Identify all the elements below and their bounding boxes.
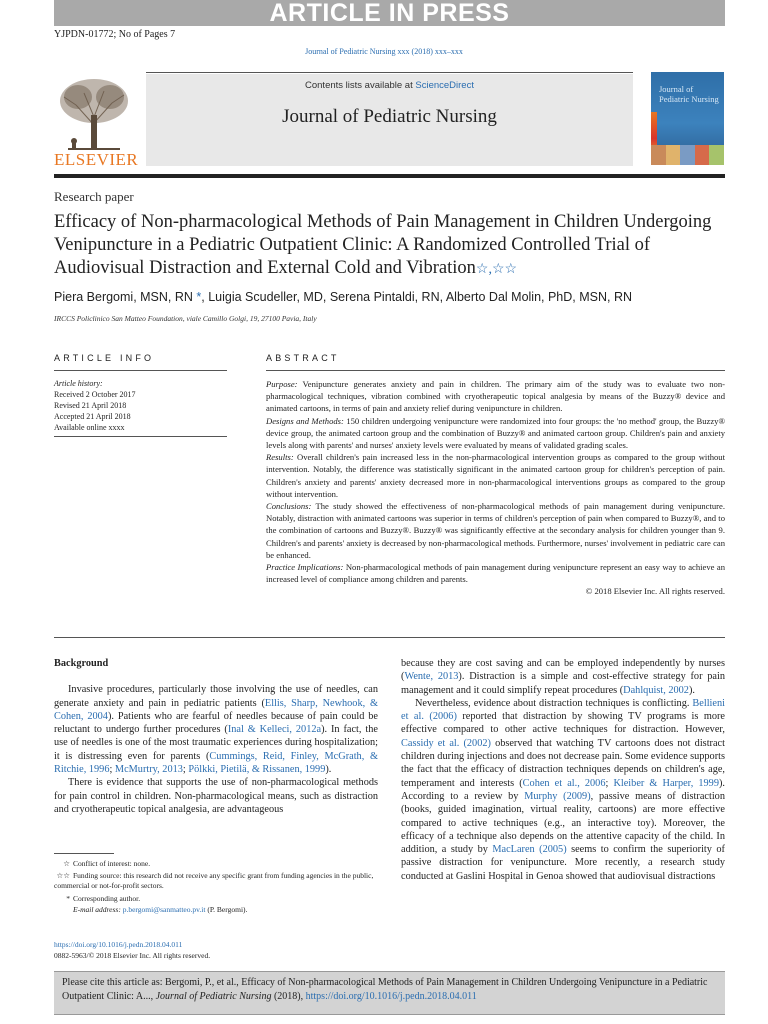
affiliation: IRCCS Policlinico San Matteo Foundation, viale Camillo Golgi, 19, 27100 Pavia, Italy	[54, 314, 317, 323]
ref-cassidy-2002[interactable]: Cassidy et al. (2002)	[401, 737, 491, 749]
r2-text-b: reported that distraction by showing TV programs is more effective compared to other active techniques for distraction. However,	[401, 711, 725, 736]
paragraph-3	[401, 657, 725, 697]
ref-polkki-1999[interactable]: Pölkki, Pietilä, & Rissanen, 1999	[188, 764, 326, 776]
author-list	[54, 290, 725, 304]
elsevier-wordmark: ELSEVIER	[54, 150, 139, 169]
footnote-funding	[54, 871, 384, 891]
journal-reference-link[interactable]: Journal of Pediatric Nursing xxx (2018) xxx–xxx	[305, 47, 463, 56]
header-thick-rule	[54, 174, 725, 178]
ref-kleiber-1999[interactable]: Kleiber & Harper, 1999	[613, 777, 719, 789]
footnote-email	[54, 905, 384, 915]
footnote-2-symbol: ☆☆	[56, 871, 70, 880]
background-heading: Background	[54, 658, 109, 669]
cite-prefix: Please cite this article as: Bergomi, P., et al., Efficacy of Non-pharmacological Methods of Pain Management in Children Undergoing Venipuncture in a Pediatric Outpatient Clinic: A...,	[62, 977, 708, 1002]
header-top-rule	[146, 72, 633, 73]
footnote-2-text: Funding source: this research did not receive any specific grant from funding agencies in the public, commercial or not-for-profit sectors.	[54, 871, 374, 890]
r2-text-f: , passive means of distraction (books, guided imagination, virtual reality, cartoons) are more effective compared to active techniques (e.g., an interactive toy). Moreover, the efficacy of a technique also depends on the attentive capacity of the child. In addition, a study by	[401, 790, 725, 856]
p1-text-f: ).	[325, 764, 332, 776]
r1-text-c: ).	[688, 684, 695, 696]
cite-year: (2018),	[271, 991, 306, 1002]
ref-bellieni-2006[interactable]: Bellieni et al. (2006)	[401, 697, 725, 723]
contents-line	[146, 80, 633, 91]
article-info-heading: ARTICLE INFO	[54, 353, 155, 363]
ref-mcmurtry-2013[interactable]: McMurtry, 2013	[114, 764, 183, 776]
issn-copyright: 0882-5963/© 2018 Elsevier Inc. All rights reserved.	[54, 951, 211, 960]
results-text: Overall children's pain increased less in the non-pharmacological intervention groups as compared to the group without intervention. Notably, the difference was statistically significant in the animated cartoon group for children's perception of pain. Children's anxiety and parents' anxiety decreased more in non-pharmacological interventions groups as compared to the group without intervention.	[266, 452, 725, 499]
title-footnote-marks[interactable]: ☆,☆☆	[475, 262, 518, 277]
history-label: Article history:	[54, 379, 103, 388]
article-info-rule	[54, 370, 227, 371]
paragraph-1	[54, 683, 378, 776]
article-history-rule	[54, 436, 227, 437]
footnote-3-text: Corresponding author.	[73, 894, 141, 903]
email-link[interactable]: p.bergomi@sanmatteo.pv.it	[122, 905, 206, 914]
ref-ellis-2004[interactable]: Ellis, Sharp, Newhook, & Cohen, 2004	[54, 697, 378, 722]
abstract-implications	[266, 561, 725, 585]
conclusions-label: Conclusions:	[266, 501, 312, 512]
p1-text-b: ). Patients who are fearful of needles because of pain could be reluctant to undergo further procedures (	[54, 710, 378, 736]
accepted-date: Accepted 21 April 2018	[54, 412, 131, 421]
p1-text-d: ;	[109, 764, 115, 776]
doi-link[interactable]: https://doi.org/10.1016/j.pedn.2018.04.011	[54, 940, 183, 949]
footnote-1-text: Conflict of interest: none.	[73, 859, 151, 868]
ref-murphy-2009[interactable]: Murphy (2009)	[524, 790, 591, 802]
abstract-conclusions	[266, 500, 725, 561]
article-history	[54, 378, 136, 433]
footnote-1-symbol: ☆	[63, 859, 70, 868]
citation-box	[54, 971, 725, 1015]
r2-text-g: seems to confirm the superiority of passive distraction for venipuncture. More recently, a research study conducted at Gaslini Hospital in Genoa showed that audiovisual distractions	[401, 844, 725, 882]
implications-label: Practice Implications:	[266, 562, 344, 573]
body-right-column	[401, 657, 725, 883]
received-date: Received 2 October 2017	[54, 390, 136, 399]
r2-text-c: observed that watching TV cartoons does not distract children during injections and does not decrease pain. Some evidence supports the fact that the efficacy of distraction techniques depends on children's age, temperament and interests (	[401, 737, 725, 789]
design-label: Designs and Methods:	[266, 415, 344, 426]
abstract-results	[266, 451, 725, 500]
r2-text-a: Nevertheless, evidence about distraction techniques is conflicting.	[415, 697, 693, 709]
footnote-corresponding	[54, 894, 384, 904]
abstract-body	[266, 378, 725, 598]
email-owner: (P. Bergomi).	[205, 905, 248, 914]
r1-text-b: ). Distraction is a simple and cost-effective strategy for pain management and it could simplify repeat procedures (	[401, 671, 725, 696]
journal-title[interactable]: Journal of Pediatric Nursing	[282, 106, 497, 127]
ref-wente-2013[interactable]: Wente, 2013	[404, 671, 459, 683]
r1-text-a: because they are cost saving and can be employed independently by nurses (	[401, 658, 725, 683]
abstract-copyright: © 2018 Elsevier Inc. All rights reserved.	[585, 586, 725, 597]
document-id: YJPDN-01772; No of Pages 7	[54, 29, 176, 40]
results-label: Results:	[266, 452, 294, 463]
ref-inal-2012[interactable]: Inal & Kelleci, 2012a	[227, 724, 322, 736]
footnote-3-symbol: *	[66, 894, 70, 903]
body-left-column	[54, 657, 378, 816]
p1-text-a: Invasive procedures, particularly those involving the use of needles, can generate anxiety and pain in pediatric patients (	[54, 684, 378, 709]
revised-date: Revised 21 April 2018	[54, 401, 127, 410]
purpose-label: Purpose:	[266, 379, 298, 389]
design-text: 150 children undergoing venipuncture were randomized into four groups: the 'no method' group, the Buzzy® device group, the animated cartoon group and the combination of Buzzy® and animated cartoon group. Children's pain and anxiety levels along with parents' and nurses' anxiety levels were evaluated by means of validated grading scales.	[266, 415, 725, 451]
other-authors: , Luigia Scudeller, MD, Serena Pintaldi, RN, Alberto Dal Molin, PhD, MSN, RN	[201, 290, 633, 304]
ref-cohen-2006[interactable]: Cohen et al., 2006	[522, 777, 606, 789]
p1-text-e: ;	[182, 764, 189, 776]
r2-text-d: ;	[605, 777, 614, 789]
article-type: Research paper	[54, 189, 134, 204]
implications-text: Non-pharmacological methods of pain management during venipuncture represent an easy way to achieve an increased level of compliance among children and parents.	[266, 562, 725, 585]
sciencedirect-link[interactable]: ScienceDirect	[415, 80, 474, 91]
conclusions-text: The study showed the effectiveness of non-pharmacological methods of pain management during venipuncture. Notably, distraction with animated cartoons was superior in terms of children's perception of pain when compared to Buzzy®, and to the combination of cartoons and Buzzy®. Buzzy® was significantly effective at the secondary analysis for children younger than 9. Children's and parents' anxiety is decreased by non-pharmacological methods. Furthermore, nurses' involvement in pediatric care can be enhanced.	[266, 501, 725, 560]
ref-maclaren-2005[interactable]: MacLaren (2005)	[492, 844, 567, 856]
online-date: Available online xxxx	[54, 423, 125, 432]
contents-prefix: Contents lists available at	[305, 80, 416, 91]
ref-cummings-1996[interactable]: Cummings, Reid, Finley, McGrath, & Ritchie, 1996	[54, 750, 378, 776]
cite-doi-link[interactable]: https://doi.org/10.1016/j.pedn.2018.04.011	[305, 991, 477, 1002]
paragraph-4	[401, 697, 725, 883]
footnote-rule	[54, 853, 114, 854]
abstract-heading: ABSTRACT	[266, 353, 340, 363]
abstract-rule	[266, 370, 725, 371]
cite-journal: Journal of Pediatric Nursing	[155, 991, 272, 1002]
article-in-press-banner: ARTICLE IN PRESS	[54, 0, 725, 26]
ref-dahlquist-2002[interactable]: Dahlquist, 2002	[623, 684, 689, 696]
email-label: E-mail address:	[73, 905, 121, 914]
journal-cover-thumbnail[interactable]	[651, 72, 724, 165]
abstract-design	[266, 415, 725, 452]
paragraph-2: There is evidence that supports the use of non-pharmacological methods for pain control in children. Non-pharmacological means, such as distraction and cryotherapeutic topical analgesia, are advantageous	[54, 777, 378, 815]
purpose-text: Venipuncture generates anxiety and pain in children. The primary aim of the study was to evaluate two non-pharmacological techniques, vibration combined with cryotherapeutic topical analgesia by means of the Buzzy® device and animated cartoons, in terms of pain and anxiety relief during venipuncture in children.	[266, 379, 725, 414]
author-1: Piera Bergomi, MSN, RN	[54, 290, 197, 304]
cover-photo-tiles	[651, 145, 724, 165]
footnote-conflict	[54, 859, 384, 869]
corresponding-author-mark[interactable]: *	[196, 290, 202, 304]
paper-title	[54, 211, 734, 281]
paper-title-text: Efficacy of Non-pharmacological Methods of Pain Management in Children Undergoing Venipuncture in a Pediatric Outpatient Clinic: A Randomized Controlled Trial of Audiovisual Distraction and External Cold and Vibration	[54, 212, 712, 278]
abstract-bottom-rule	[54, 637, 725, 638]
cover-title: Journal of Pediatric Nursing	[659, 84, 719, 104]
p1-text-c: ). In fact, the use of needles is one of the most traumatic experiences during hospitalization; it is distressing even for parents (	[54, 724, 378, 762]
r2-text-e: ). According to a review by	[401, 777, 725, 802]
abstract-purpose	[266, 378, 725, 415]
